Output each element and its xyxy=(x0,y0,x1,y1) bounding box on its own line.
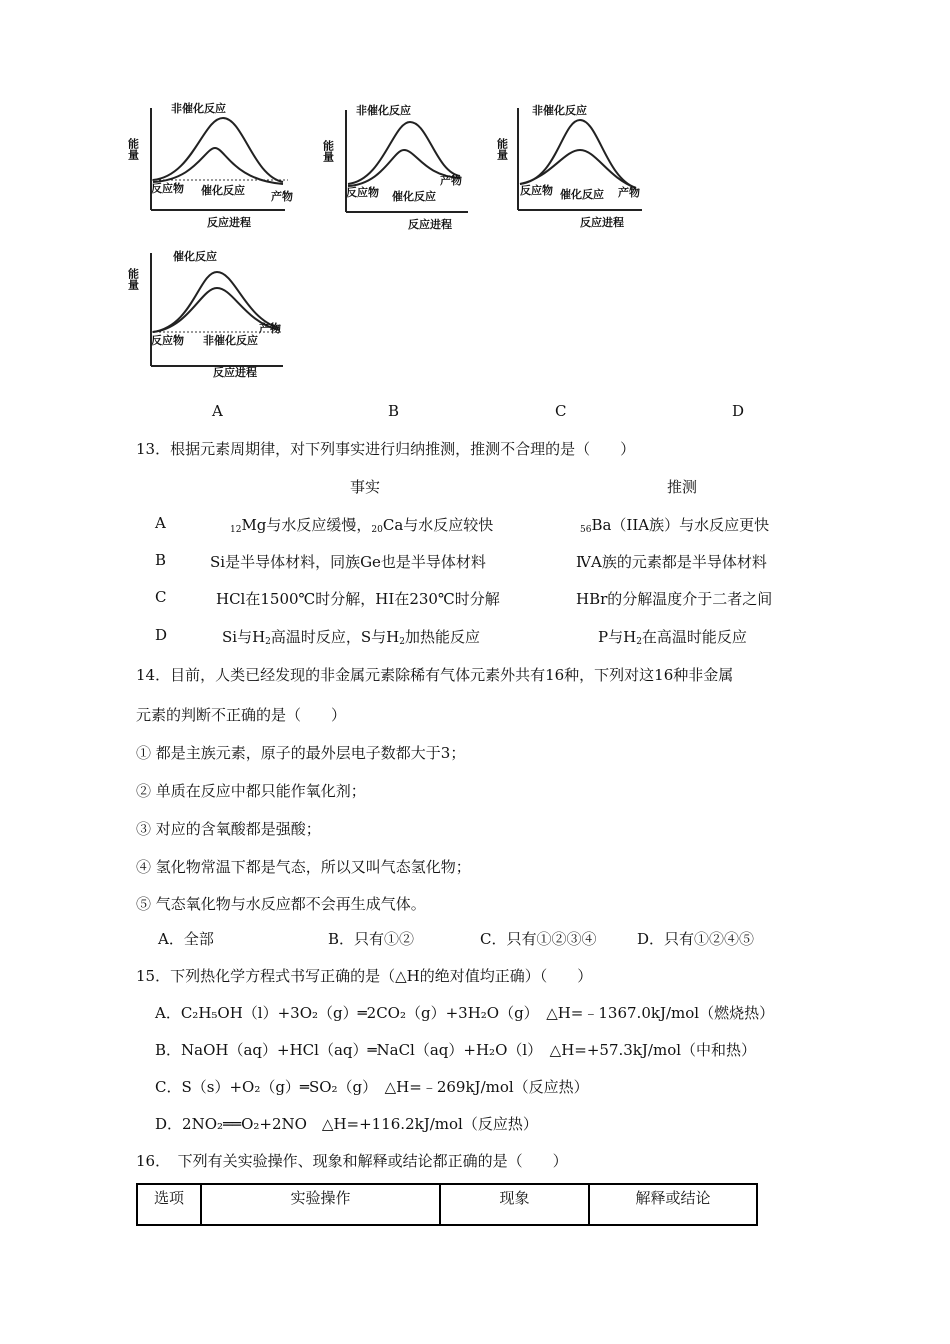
graph-top-label: 非催化反应 xyxy=(356,104,411,117)
q15-option-a[interactable]: A．C₂H₅OH（l）+3O₂（g）═2CO₂（g）+3H₂O（g） △H=﹣1367.0kJ/mol（燃烧热） xyxy=(155,1004,775,1022)
q13-col-infer: 推测 xyxy=(667,478,698,496)
q14-item: ④ 氢化物常温下都是气态，所以又叫气态氢化物； xyxy=(136,858,471,876)
graph-x-label: 反应进程 xyxy=(207,216,251,229)
graph-top-label: 非催化反应 xyxy=(171,102,226,115)
table-header-conclusion: 解释或结论 xyxy=(589,1184,757,1225)
graph-inner-label: 非催化反应 xyxy=(203,334,258,347)
graph-y-label: 能量 xyxy=(126,138,140,160)
energy-graph-a xyxy=(126,98,293,233)
graph-inner-label: 催化反应 xyxy=(560,188,604,201)
graph-product-label: 产物 xyxy=(259,322,281,335)
q13-col-fact: 事实 xyxy=(350,478,381,496)
q13-row-opt: C xyxy=(155,588,167,606)
q14-option-d[interactable]: D．只有①②④⑤ xyxy=(637,930,755,948)
table-header-operation: 实验操作 xyxy=(201,1184,440,1225)
graph-x-label: 反应进程 xyxy=(580,216,624,229)
graph-x-label: 反应进程 xyxy=(213,366,257,379)
q14-option-a[interactable]: A．全部 xyxy=(158,930,214,948)
q13-row-fact: Si是半导体材料，同族Ge也是半导体材料 xyxy=(210,553,486,571)
graph-top-label: 非催化反应 xyxy=(532,104,587,117)
graph-y-label: 能量 xyxy=(126,268,140,290)
q13-row-infer: ⅣA族的元素都是半导体材料 xyxy=(576,553,767,571)
q14-option-b[interactable]: B．只有①② xyxy=(328,930,415,948)
table-header-phenomenon: 现象 xyxy=(440,1184,589,1225)
energy-graph-c xyxy=(495,98,662,233)
choice-label-b: B xyxy=(388,402,400,420)
q14-stem-line2: 元素的判断不正确的是（ ） xyxy=(136,706,347,724)
graph-y-label: 能量 xyxy=(321,140,335,162)
graph-product-label: 产物 xyxy=(271,190,293,203)
q16-table xyxy=(136,1183,758,1226)
graph-inner-label: 催化反应 xyxy=(392,190,436,203)
graph-product-label: 产物 xyxy=(618,186,640,199)
q14-item: ③ 对应的含氧酸都是强酸； xyxy=(136,820,321,838)
energy-graph-b xyxy=(321,100,488,235)
q13-row-infer: P与$H_2$在高温时能反应 xyxy=(598,628,747,647)
q14-item: ① 都是主族元素，原子的最外层电子数都大于3； xyxy=(136,744,466,762)
q14-item: ② 单质在反应中都只能作氧化剂； xyxy=(136,782,366,800)
graph-y-label: 能量 xyxy=(495,138,509,160)
table-header-option: 选项 xyxy=(137,1184,201,1225)
table-header-row xyxy=(137,1184,757,1225)
q13-stem: 13．根据元素周期律，对下列事实进行归纳推测，推测不合理的是（ ） xyxy=(136,440,636,458)
q14-stem-line1: 14．目前，人类已经发现的非金属元素除稀有气体元素外共有16种，下列对这16种非金属 xyxy=(136,666,734,684)
q13-row-infer: $_{56}$Ba（IIA族）与水反应更快 xyxy=(580,516,770,535)
q14-item: ⑤ 气态氧化物与水反应都不会再生成气体。 xyxy=(136,895,426,913)
graph-x-label: 反应进程 xyxy=(408,218,452,231)
q13-row-fact: Si与$H_2$高温时反应，S与$H_2$加热能反应 xyxy=(222,628,480,647)
q15-option-d[interactable]: D．2NO₂══O₂+2NO △H=+116.2kJ/mol（反应热） xyxy=(155,1115,538,1133)
choice-label-a: A xyxy=(212,402,223,420)
q13-row-fact: HCl在1500℃时分解，HI在230℃时分解 xyxy=(216,590,500,608)
graph-reactant-label: 反应物 xyxy=(151,334,184,347)
q13-row-opt: D xyxy=(155,626,168,644)
q15-option-b[interactable]: B．NaOH（aq）+HCl（aq）═NaCl（aq）+H₂O（l） △H=+57.3kJ/mol（中和热） xyxy=(155,1041,757,1059)
q16-stem: 16． 下列有关实验操作、现象和解释或结论都正确的是（ ） xyxy=(136,1152,568,1170)
q15-stem: 15．下列热化学方程式书写正确的是（△H的绝对值均正确）（ ） xyxy=(136,967,593,985)
graph-inner-label: 催化反应 xyxy=(201,184,245,197)
graph-top-label: 催化反应 xyxy=(173,250,217,263)
q14-option-c[interactable]: C．只有①②③④ xyxy=(480,930,597,948)
q15-option-c[interactable]: C．S（s）+O₂（g）═SO₂（g） △H=﹣269kJ/mol（反应热） xyxy=(155,1078,589,1096)
q13-row-infer: HBr的分解温度介于二者之间 xyxy=(576,590,773,608)
graph-reactant-label: 反应物 xyxy=(346,186,379,199)
q13-row-opt: B xyxy=(155,551,167,569)
graph-product-label: 产物 xyxy=(440,174,462,187)
energy-graph-d xyxy=(126,248,293,383)
graph-reactant-label: 反应物 xyxy=(151,182,184,195)
q13-row-opt: A xyxy=(155,514,166,532)
q13-row-fact: $_{12}$Mg与水反应缓慢，$_{20}$Ca与水反应较快 xyxy=(230,516,494,535)
choice-label-d: D xyxy=(732,402,745,420)
choice-label-c: C xyxy=(555,402,567,420)
graph-reactant-label: 反应物 xyxy=(520,184,553,197)
